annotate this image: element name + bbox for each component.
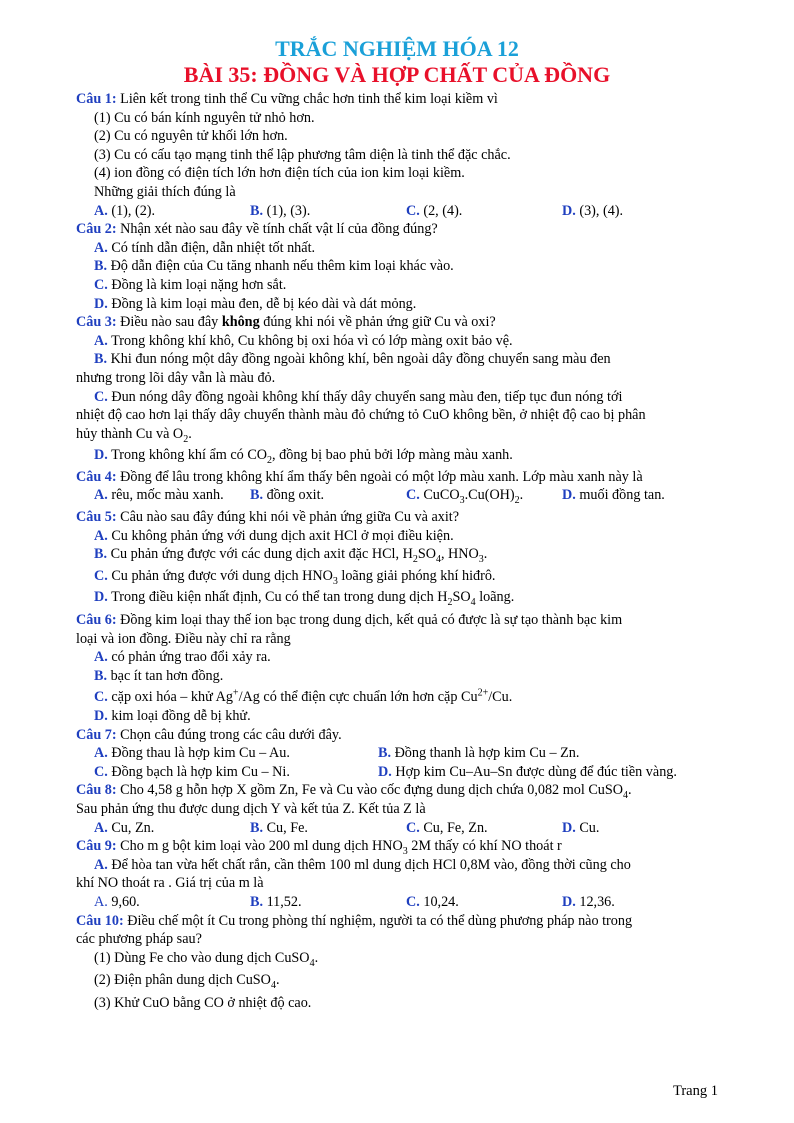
option-d: D. Trong điều kiện nhất định, Cu có thể tan trong dung dịch $H_2SO_4$ loãng.: [94, 589, 515, 609]
option-b: B. Đồng thanh là hợp kim Cu – Zn.: [378, 745, 580, 762]
question-6: Câu 6: Đồng kim loại thay thế ion bạc trong dung dịch, kết quả có được là sự tạo thành bạc kim loại và ion đồng. Điều này chỉ ra rằng A. có phản ứng trao đổi xảy ra. B. bạc ít tan hơn đồng. C. cặp oxi hóa – khử Ag+/Ag có thể điện cực chuẩn lớn hơn cặp $Cu^{2+}/Cu$. D. kim loại đồng dễ bị khử.: [76, 611, 718, 726]
question-number: Câu 5:: [76, 509, 117, 526]
options-row: [76, 486, 718, 505]
question-stem: Chọn câu đúng trong các câu dưới đây.: [120, 726, 342, 743]
question-stem: Liên kết trong tinh thể Cu vững chắc hơn tinh thể kim loại kiềm vì: [120, 91, 498, 107]
options-row: [76, 763, 718, 782]
option-c: C. cặp oxi hóa – khử Ag+/Ag có thể điện cực chuẩn lớn hơn cặp $Cu^{2+}/Cu$.: [94, 687, 513, 706]
question-7: [76, 726, 718, 782]
option-d: D. Cu.: [562, 819, 600, 836]
question-8: Câu 8: Cho 4,58 g hỗn hợp X gồm Zn, Fe và Cu vào cốc đựng dung dịch chứa 0,082 mol CuSO$_4$. Sau phản ứng thu được dung dịch Y và kết tủa Z. Kết tủa Z là A. Cu, Zn. B. Cu, Fe. C. Cu, Fe, Zn. D. Cu.: [76, 781, 718, 837]
option-a: A. rêu, mốc màu xanh.: [94, 487, 224, 504]
question-stem: Câu nào sau đây đúng khi nói về phản ứng giữa Cu và axit?: [120, 509, 460, 526]
question-number: Câu 3:: [76, 314, 117, 331]
page-number: Trang 1: [673, 1083, 718, 1099]
options-row: [76, 202, 718, 221]
option-b: B. Khi đun nóng một dây đồng ngoài không khí, bên ngoài dây đồng chuyển sang màu đen nhưng trong lõi dây vẫn là màu đỏ.: [76, 351, 611, 386]
question-1: [76, 90, 718, 220]
statement: (2) Điện phân dung dịch CuSO$_4$.: [94, 972, 280, 992]
question-number: Câu 6:: [76, 612, 117, 629]
question-stem: Đồng để lâu trong không khí ẩm thấy bên ngoài có một lớp màu xanh. Lớp màu xanh này là: [120, 468, 643, 485]
question-stem: Sau phản ứng thu được dung dịch Y và kết tủa Z. Kết tủa Z là: [76, 800, 426, 817]
option-b: B. (1), (3).: [250, 202, 311, 219]
document-page: [76, 36, 718, 1013]
question-2: [76, 220, 718, 313]
statement: (3) Khử CuO bằng CO ở nhiệt độ cao.: [94, 994, 312, 1011]
option-a: A. có phản ứng trao đổi xảy ra.: [94, 649, 271, 666]
option-a: A. (1), (2).: [94, 202, 156, 219]
options-row: [76, 744, 718, 763]
option-a: A. 9,60.: [94, 893, 140, 910]
question-9: Câu 9: Cho m g bột kim loại vào 200 ml dung dịch $HNO_3$ 2M thấy có khí NO thoát r A. Để hòa tan vừa hết chất rắn, cần thêm 100 ml dung dịch HCl 0,8M vào, đồng thời cũng cho khí NO thoát ra . Giá trị của m là A. 9,60. B. 11,52. C. 10,24. D. 12,36.: [76, 837, 718, 911]
emphasis-word: không: [221, 314, 260, 331]
option-b: B. bạc ít tan hơn đồng.: [94, 667, 224, 684]
option-b: B. đồng oxit.: [250, 487, 325, 504]
option-b: B. Cu phản ứng được với các dung dịch axit đặc HCl, $H_2SO_4$, $HNO_3$.: [94, 546, 488, 566]
option-c: C. Cu phản ứng được với dung dịch $HNO_3$ loãng giải phóng khí hiđrô.: [94, 567, 496, 587]
option-c: C. Đun nóng dây đồng ngoài không khí thấy dây chuyển sang màu đen, tiếp tục đun nóng tới nhiệt độ cao hơn lại thấy dây chuyển thành màu đỏ chứng tỏ CuO không bền, ở nhiệt độ cao bị phân hủy thành Cu và $O_2$.: [76, 388, 646, 445]
question-stem: các phương pháp sau?: [76, 931, 202, 948]
option-d: D. kim loại đồng dễ bị khử.: [94, 708, 251, 724]
question-number: Câu 7:: [76, 726, 117, 743]
option-d: D. muối đồng tan.: [562, 487, 665, 504]
option-c: C. Đồng là kim loại nặng hơn sắt.: [94, 276, 287, 293]
option-a: A. Đồng thau là hợp kim Cu – Au.: [94, 745, 290, 762]
question-5: [76, 508, 718, 607]
question-3: Câu 3: Điều nào sau đây không đúng khi nói về phản ứng giữ Cu và oxi? A. Trong không khí khô, Cu không bị oxi hóa vì có lớp màng oxit bảo vệ. B. Khi đun nóng một dây đồng ngoài không khí, bên ngoài dây đồng chuyển sang màu đen nhưng trong lõi dây vẫn là màu đỏ. C. Đun nóng dây đồng ngoài không khí thấy dây chuyển sang màu đen, tiếp tục đun nóng tới nhiệt độ cao hơn lại thấy dây chuyển thành màu đỏ chứng tỏ CuO không bền, ở nhiệt độ cao bị phân hủy thành Cu và $O_2$. D. Trong không khí ẩm có $CO_2$, đồng bị bao phủ bởi lớp màng màu xanh.: [76, 313, 718, 465]
question-stem: loại và ion đồng. Điều này chỉ ra rằng: [76, 630, 291, 647]
option-b: B. Cu, Fe.: [250, 819, 308, 836]
option-c: C. Đồng bạch là hợp kim Cu – Ni.: [94, 763, 290, 780]
option-d: D. Đồng là kim loại màu đen, dễ bị kéo dài và dát mỏng.: [94, 295, 417, 312]
question-number: Câu 1:: [76, 91, 117, 107]
page-subtitle: BÀI 35: ĐỒNG VÀ HỢP CHẤT CỦA ĐỒNG: [183, 62, 611, 87]
option-c: C. (2, (4).: [406, 202, 463, 219]
question-number: Câu 10:: [76, 912, 124, 929]
question-prompt: Những giải thích đúng là: [94, 183, 236, 200]
page-title: TRẮC NGHIỆM HÓA 12: [275, 36, 519, 61]
option-a: A. Trong không khí khô, Cu không bị oxi hóa vì có lớp màng oxit bảo vệ.: [94, 332, 513, 349]
option-d: D. 12,36.: [562, 893, 615, 910]
option-d: D. Hợp kim Cu–Au–Sn được dùng để đúc tiền vàng.: [378, 763, 677, 780]
question-number: Câu 4:: [76, 468, 117, 485]
question-number: Câu 2:: [76, 221, 117, 238]
option-c: C. $CuCO_3.Cu(OH)_2$.: [406, 487, 524, 507]
question-number: Câu 9:: [76, 838, 117, 855]
statement: (2) Cu có nguyên tử khối lớn hơn.: [94, 128, 288, 145]
option-d: D. Trong không khí ẩm có $CO_2$, đồng bị bao phủ bởi lớp màng màu xanh.: [94, 447, 513, 467]
option-a: A. Cu không phản ứng với dung dịch axit HCl ở mọi điều kiện.: [94, 527, 454, 544]
options-row: [76, 893, 718, 912]
statement: (1) Dùng Fe cho vào dung dịch CuSO$_4$.: [94, 949, 319, 969]
option-c: C. Cu, Fe, Zn.: [406, 819, 488, 836]
option-c: C. 10,24.: [406, 893, 459, 910]
question-number: Câu 8:: [76, 782, 117, 799]
options-row: [76, 819, 718, 838]
question-10: Câu 10: Điều chế một ít Cu trong phòng thí nghiệm, người ta có thể dùng phương pháp nào trong các phương pháp sau? (1) Dùng Fe cho vào dung dịch CuSO$_4$. (2) Điện phân dung dịch CuSO$_4$. (3) Khử CuO bằng CO ở nhiệt độ cao.: [76, 912, 718, 1013]
option-a: A. Có tính dẫn điện, dẫn nhiệt tốt nhất.: [94, 239, 316, 256]
option-b: B. 11,52.: [250, 893, 302, 910]
option-d: D. (3), (4).: [562, 202, 624, 219]
statement: (4) ion đồng có điện tích lớn hơn điện tích của ion kim loại kiềm.: [94, 165, 465, 182]
question-stem: Nhận xét nào sau đây về tính chất vật lí của đồng đúng?: [120, 221, 438, 238]
statement: (1) Cu có bán kính nguyên tử nhỏ hơn.: [94, 109, 315, 126]
question-stem: khí NO thoát ra . Giá trị của m là: [76, 875, 264, 892]
option-b: B. Độ dẫn điện của Cu tăng nhanh nếu thêm kim loại khác vào.: [94, 258, 454, 275]
statement: (3) Cu có cấu tạo mạng tinh thể lập phương tâm diện là tinh thể đặc chắc.: [94, 146, 511, 163]
option-a: A. Cu, Zn.: [94, 819, 155, 836]
question-4: [76, 468, 718, 505]
